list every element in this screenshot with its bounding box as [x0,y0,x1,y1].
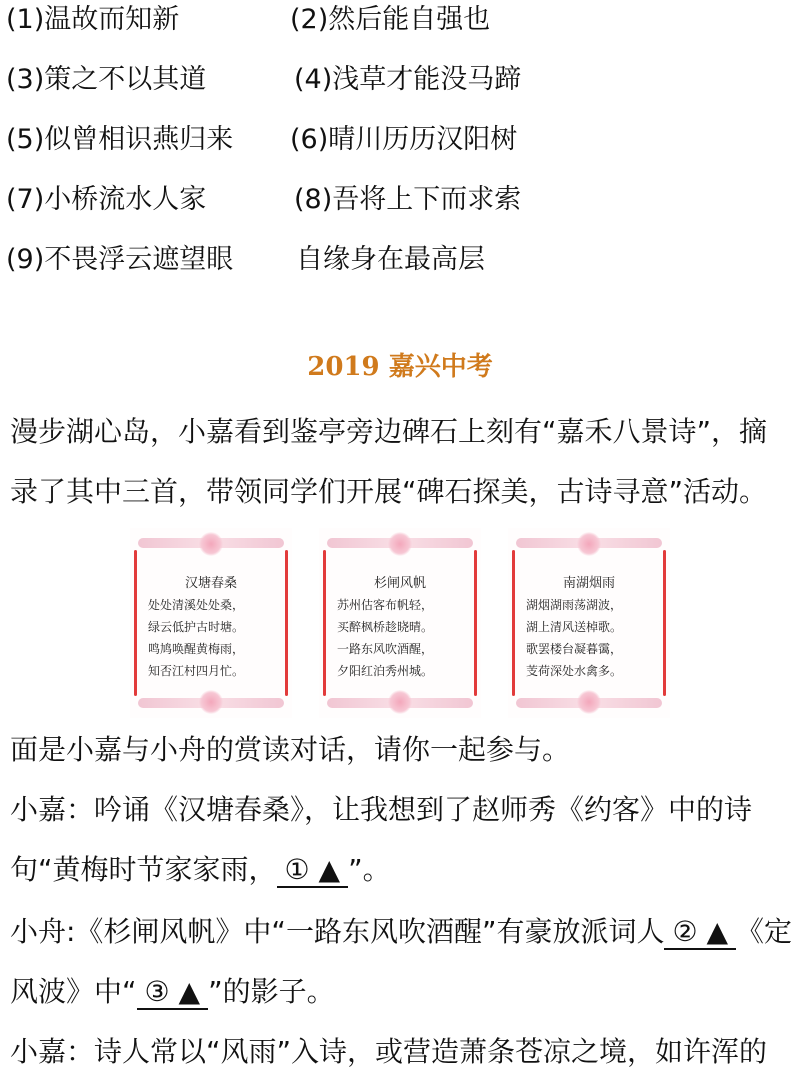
poem-line: 鸣鸠唤醒黄梅雨， [148,642,245,656]
answer-left: (7)小桥流水人家 [6,184,207,215]
dialogue-text: ”。 [348,853,391,886]
poem-line: 买醉枫桥趁晓晴。 [337,620,434,634]
poem-line: 绿云低护古时塘。 [148,620,245,634]
poem-title: 杉闸风帆 [373,576,426,591]
answer-blank-1[interactable]: ① ▲ [277,854,349,888]
answer-right: (6)晴川历历汉阳树 [290,124,518,155]
answer-right: (2)然后能自强也 [290,4,491,35]
answer-left: (9)不畏浮云遮望眼 [6,244,234,275]
dialogue-line [10,974,335,1010]
poem-card [130,528,292,718]
answer-left: (3)策之不以其道 [6,64,207,95]
dialogue-text: ”的影子。 [208,975,335,1008]
poem-card [508,528,670,718]
dialogue-line: 小嘉：吟诵《汉塘春桑》，让我想到了赵师秀《约客》中的诗 [10,793,753,826]
answer-blank-2[interactable]: ② ▲ [664,916,736,950]
poem-line: 歌罢楼台凝暮霭， [526,642,623,656]
answer-right: (4)浅草才能没马蹄 [294,64,522,95]
flower-icon [577,690,601,714]
poem-line: 知否江村四月忙。 [148,664,245,678]
intro-line-2: 录了其中三首，带领同学们开展“碑石探美，古诗寻意”活动。 [10,475,768,508]
section-heading: 2019 嘉兴中考 [307,352,493,382]
poem-line: 芰荷深处水禽多。 [526,664,623,678]
dialogue-line [10,852,391,888]
answer-right: 自缘身在最高层 [296,244,485,275]
flower-icon [388,532,412,556]
flower-icon [577,532,601,556]
poem-cards [130,528,670,718]
flower-icon [199,690,223,714]
answer-left: (1)温故而知新 [6,4,180,35]
dialogue-line [10,914,792,950]
poem-line: 处处清溪处处桑， [148,598,245,612]
poem-title: 南湖烟雨 [562,576,615,591]
dialogue-text: 《定 [736,915,793,948]
dialogue-text: 句“黄梅时节家家雨， [10,853,277,886]
poem-line: 夕阳红泊秀州城。 [337,664,434,678]
poem-title: 汉塘春桑 [184,576,237,591]
answer-right: (8)吾将上下而求索 [294,184,522,215]
dialogue-text: 风波》中“ [10,975,137,1008]
intro-line-1: 漫步湖心岛，小嘉看到鉴亭旁边碑石上刻有“嘉禾八景诗”，摘 [10,415,768,448]
poem-line: 湖烟湖雨荡湖波， [526,598,623,612]
dialogue-line: 小嘉：诗人常以“风雨”入诗，或营造萧条苍凉之境，如许浑的 [10,1035,768,1068]
dialogue-intro: 面是小嘉与小舟的赏读对话，请你一起参与。 [10,733,571,766]
answer-blank-3[interactable]: ③ ▲ [137,976,209,1010]
poem-line: 湖上清风送棹歌。 [526,620,623,634]
dialogue-text: 小舟:《杉闸风帆》中“一路东风吹酒醒”有豪放派词人 [10,915,665,948]
flower-icon [388,690,412,714]
flower-icon [199,532,223,556]
poem-line: 苏州估客布帆轻， [337,598,434,612]
poem-line: 一路东风吹酒醒， [337,642,434,656]
answer-left: (5)似曾相识燕归来 [6,124,234,155]
poem-card [319,528,481,718]
